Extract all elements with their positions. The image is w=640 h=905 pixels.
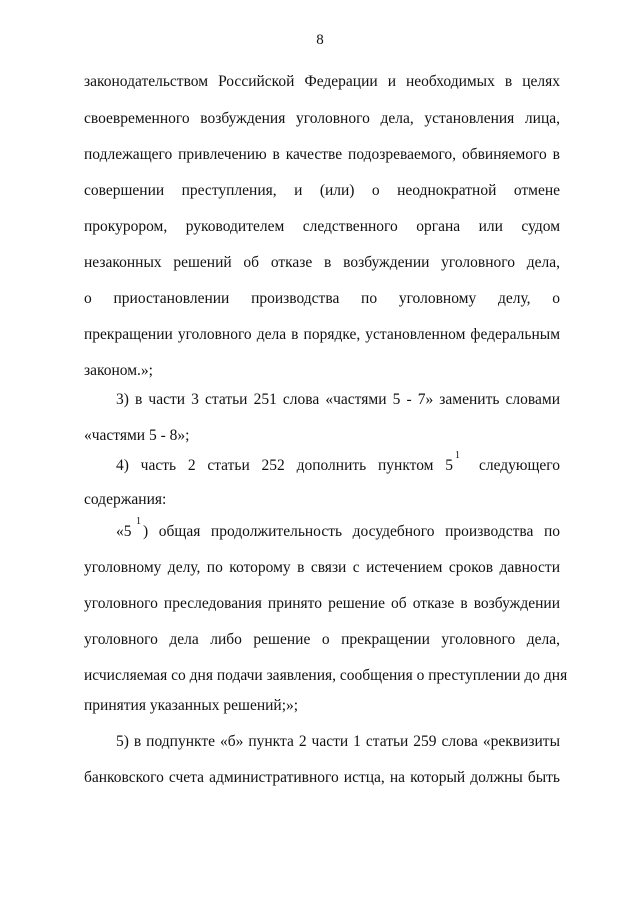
body-text-line: следующего	[478, 457, 560, 474]
body-text-line: исчисляемая со дня подачи заявления, сообщения о преступлении до дня	[84, 667, 568, 684]
page-number: 8	[316, 32, 324, 48]
body-text-line: уголовного дела либо решение о прекращении уголовного дела,	[84, 631, 560, 648]
body-text-line: уголовному делу, по которому в связи с истечением сроков давности	[84, 559, 560, 576]
body-text-line: подлежащего привлечению в качестве подозреваемого, обвиняемого в	[84, 146, 560, 163]
body-text-line: принятия указанных решений;»;	[84, 697, 299, 714]
body-text-line: незаконных решений об отказе в возбуждении уголовного дела,	[84, 254, 560, 271]
body-text-line: прекращении уголовного дела в порядке, установленном федеральным	[84, 326, 560, 343]
body-text-line: уголовного преследования принято решение об отказе в возбуждении	[84, 595, 560, 612]
body-text-line: банковского счета административного истца, на который должны быть	[84, 769, 560, 786]
body-text-line: 5) в подпункте «б» пункта 2 части 1 статьи 259 слова «реквизиты	[116, 733, 560, 750]
body-text-line: своевременного возбуждения уголовного дела, установления лица,	[84, 110, 560, 127]
body-text-line: «5	[116, 523, 132, 540]
body-text-line: законодательством Российской Федерации и необходимых в целях	[84, 73, 560, 90]
body-text-line: совершении преступления, и (или) о неоднократной отмене	[84, 182, 560, 199]
superscript: 1	[136, 516, 141, 527]
body-text-line: законом.»;	[84, 362, 153, 379]
body-text-line: 3) в части 3 статьи 251 слова «частями 5 - 7» заменить словами	[116, 391, 560, 408]
superscript: 1	[455, 450, 460, 461]
body-text-line: содержания:	[84, 491, 167, 508]
body-text-line: ) общая продолжительность досудебного производства по	[143, 523, 560, 540]
body-text-line: о приостановлении производства по уголовному делу, о	[84, 290, 560, 307]
body-text-line: 4) часть 2 статьи 252 дополнить пунктом 5	[116, 457, 453, 474]
body-text-line: прокурором, руководителем следственного органа или судом	[84, 218, 560, 235]
body-text-line: «частями 5 - 8»;	[84, 427, 190, 444]
